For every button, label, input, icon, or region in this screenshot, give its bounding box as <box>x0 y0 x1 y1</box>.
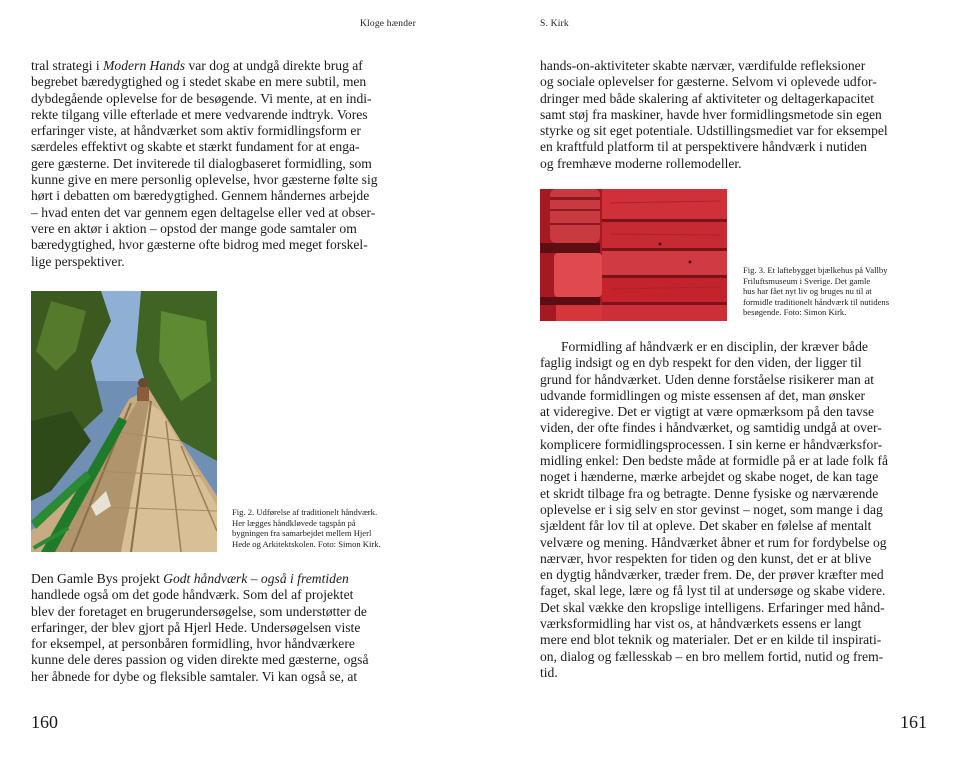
caption-line: Her lægges håndkløvede tagspån på <box>232 517 356 528</box>
caption-line: bygningen fra samarbejdet mellem Hjerl <box>232 528 372 539</box>
caption-line: besøgende. Foto: Simon Kirk. <box>743 307 847 318</box>
text-line: særdeles effektivt og skabte et stærkt fundament for at enga- <box>31 139 360 155</box>
text-line: en kraftfuld platform til at perspektivere håndværk i nutiden <box>540 139 867 155</box>
text-line: samt støj fra maskiner, havde hver formidlingsmetode sin egen <box>540 106 882 122</box>
text-line: sjældent får lov til at opleve. Det skaber en følelse af mentalt <box>540 518 872 534</box>
right-paragraph-1 <box>540 58 888 172</box>
text-line: midling enkel: Den bedste måde at formidle på er at lade folk få <box>540 453 889 469</box>
text-line: her åbnede for dybe og fleksible samtaler. Vi kan også se, at <box>31 668 358 684</box>
text-line: et skridt tilbage fra og betragte. Denne fysiske og nærværende <box>540 485 879 501</box>
text-line: nærvær, hvor respekten for tiden og den kunst, det er at blive <box>540 550 872 566</box>
text-line: kunne give en mere personlig oplevelse, hvor gæsterne følte sig <box>31 172 378 188</box>
text-line: bæredygtighed, hvor gæsterne ofte bidrog med meget forskel- <box>31 237 368 253</box>
text-line: gere gæsterne. Det inviterede til dialogbaseret formidling, som <box>31 155 372 171</box>
text-line: on, dialog og fællesskab – en bro mellem fortid, nutid og frem- <box>540 648 884 664</box>
text-line: Det skal vække den kropslige intelligens. Erfaringer med hånd- <box>540 599 885 615</box>
text-line: komplicere formidlingsprocessen. I sin kerne er håndværksfor- <box>540 436 883 452</box>
text-line: og sociale oplevelser for gæsterne. Selvom vi oplevede udfor- <box>540 74 877 90</box>
text-line: handlede også om det gode håndværk. Som del af projektet <box>31 587 354 603</box>
caption-line: hus har fået nyt liv og bruges nu til at <box>743 286 872 297</box>
text-line: begrebet bæredygtighed og i stedet skabe en mere subtil, men <box>31 74 367 90</box>
text-line: for eksempel, at personbåren formidling, hvor håndværkere <box>31 636 355 652</box>
text-line: faglig indsigt og en dyb respekt for den viden, der ligger til <box>540 355 862 371</box>
text-line: Den Gamle Bys projekt Godt håndværk – også i fremtiden <box>31 571 349 586</box>
text-line: at videregive. Det er vigtigt at være opmærksom på den tavse <box>540 404 875 420</box>
text-line: udvande formidlingen og miste essensen af det, man ønsker <box>540 387 866 403</box>
text-line: værksformidling har vist os, at håndværkets essens er langt <box>540 616 862 632</box>
text-line: oplevelse er i sig selv en stor gevinst – noget, som mange i dag <box>540 501 883 517</box>
figure-2-roof-photo <box>31 291 217 552</box>
text-line: noget i hænderne, mærke arbejdet og skabe noget, de kan tage <box>540 469 879 485</box>
text-line: kunne dele deres passion og viden direkte med gæsterne, også <box>31 652 369 668</box>
running-head-left: Kloge hænder <box>360 19 416 29</box>
caption-line: Hede og Arkitektskolen. Foto: Simon Kirk. <box>232 538 381 549</box>
figure-2-caption <box>232 507 381 549</box>
text-line: Formidling af håndværk er en disciplin, der kræver både <box>561 339 868 354</box>
text-line: dringer med både skalering af aktiviteter og deltagerkapacitet <box>540 90 875 106</box>
figure-3-caption <box>743 265 889 318</box>
text-line: hørt i debatten om bæredygtighed. Gennem håndernes arbejde <box>31 188 370 204</box>
page-number-left: 160 <box>31 712 58 732</box>
caption-line: formidle traditionelt håndværk til nutidens <box>743 296 890 307</box>
text-line: grund for håndværket. Uden denne forståelse risikerer man at <box>540 371 875 387</box>
text-line: en dygtig håndværker, træder frem. De, der prøver kræfter med <box>540 567 884 583</box>
text-line: erfaringer viste, at håndværket som aktiv formidlingsform er <box>31 123 361 139</box>
text-line: faget, skal lege, lære og få lyst til at undersøge og skabe videre. <box>540 583 886 599</box>
text-line: tral strategi i Modern Hands var dog at undgå direkte brug af <box>31 58 363 73</box>
text-line: styrke og sit eget potentiale. Udstillingsmediet var for eksempel <box>540 123 888 139</box>
caption-line: Fig. 3. Et laftebygget bjælkehus på Vallby <box>743 265 888 275</box>
text-line: og fremhæve moderne rollemodeller. <box>540 155 742 171</box>
caption-line: Friluftsmuseum i Sverige. Det gamle <box>743 275 871 286</box>
text-line: velvære og mening. Håndværket åbner et rum for fordybelse og <box>540 534 887 550</box>
page-number-right: 161 <box>900 712 927 732</box>
roof-photo-illustration <box>31 291 217 552</box>
text-line: erfaringer, der blev gjort på Hjerl Hede. Undersøgelsen viste <box>31 619 361 635</box>
text-line: rekte tilgang ville efterlade et mere vedvarende indtryk. Vores <box>31 106 368 122</box>
left-paragraph-2 <box>31 571 369 685</box>
text-line: blev der foretaget en brugerundersøgelse, som understøtter de <box>31 603 367 619</box>
caption-line: Fig. 2. Udførelse af traditionelt håndværk. <box>232 507 378 517</box>
right-paragraph-2 <box>540 339 888 681</box>
text-line: vere en aktør i aktion – opstod der mange gode samtaler om <box>31 220 357 236</box>
left-paragraph-1 <box>31 58 378 270</box>
log-house-illustration <box>540 189 727 321</box>
text-line: lige perspektiver. <box>31 253 125 269</box>
text-line: viden, der ofte findes i håndværket, og samtidig undgå at over- <box>540 420 882 436</box>
running-head-right: S. Kirk <box>540 19 569 29</box>
figure-3-log-house-photo <box>540 189 727 321</box>
text-line: – hvad enten det var gennem egen deltagelse eller ved at obser- <box>31 204 376 220</box>
text-line: mere end blot teknik og materialer. Det er en kilde til inspirati- <box>540 632 882 648</box>
text-line: tid. <box>540 664 558 680</box>
text-line: dybdegående oplevelse for de besøgende. Vi mente, at en indi- <box>31 90 372 106</box>
text-line: hands-on-aktiviteter skabte nærvær, værdifulde refleksioner <box>540 58 866 73</box>
